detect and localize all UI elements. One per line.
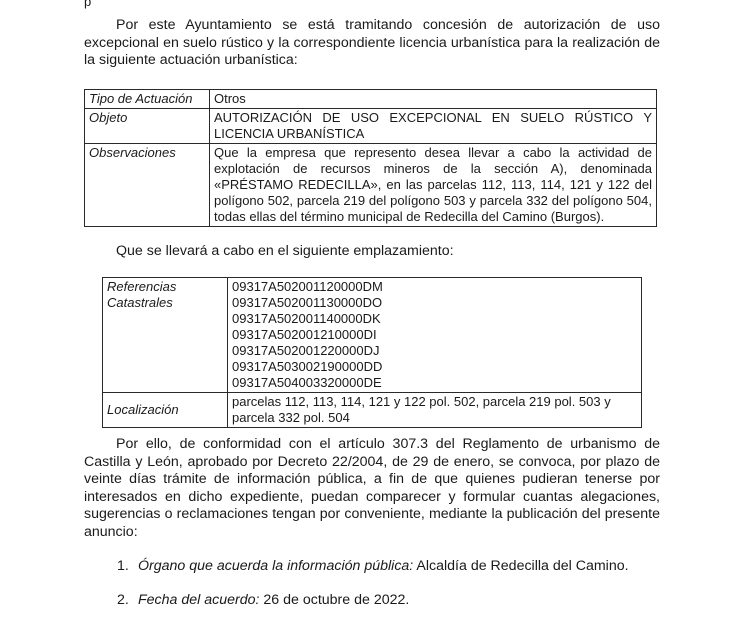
list-number: 2. [117, 592, 129, 608]
table-row [103, 278, 642, 393]
list-item [117, 592, 409, 610]
row-label: Observaciones [85, 144, 210, 227]
location-label: Localización [103, 393, 228, 428]
cadastral-refs [228, 278, 642, 393]
cadastral-ref: 09317A503002190000DD [232, 359, 383, 374]
list-label: Órgano que acuerda la información pública: [138, 558, 414, 574]
table-row [85, 144, 657, 227]
cadastral-label: Referencias Catastrales [103, 278, 228, 393]
location-table [102, 277, 642, 428]
location-intro: Que se llevará a cabo en el siguiente emplazamiento: [116, 243, 454, 259]
page-top-fragment: p [84, 0, 92, 9]
intro-paragraph: Por este Ayuntamiento se está tramitando concesión de autorización de uso excepcional en suelo rústico y la correspondiente licencia urbanística para la realización de la siguiente actuación urbanística: [84, 17, 660, 68]
table-row [85, 90, 657, 109]
table-row [103, 393, 642, 428]
list-item [117, 558, 629, 576]
table-row [85, 109, 657, 144]
cadastral-ref: 09317A502001140000DK [232, 311, 381, 326]
cadastral-ref: 09317A502001220000DJ [232, 343, 380, 358]
row-value: Otros [210, 90, 657, 109]
list-number: 1. [117, 558, 129, 574]
list-label: Fecha del acuerdo: [138, 592, 260, 608]
cadastral-ref: 09317A502001120000DM [232, 279, 383, 294]
row-value: Que la empresa que represento desea llevar a cabo la actividad de explotación de recursos mineros de la sección A), denominada «PRÉSTAMO REDECILLA», en las parcelas 112, 113, 114, 121 y 122 del polígono 502, parcela 219 del polígono 503 y parcela 332 del polígono 504, todas ellas del término municipal de Redecilla del Camino (Burgos). [210, 144, 657, 227]
list-value: 26 de octubre de 2022. [259, 592, 410, 608]
row-value: AUTORIZACIÓN DE USO EXCEPCIONAL EN SUELO RÚSTICO Y LICENCIA URBANÍSTICA [210, 109, 657, 144]
list-value: Alcaldía de Redecilla del Camino. [413, 558, 629, 574]
actuation-table [84, 89, 657, 227]
cadastral-ref: 09317A504003320000DE [232, 375, 382, 390]
location-value: parcelas 112, 113, 114, 121 y 122 pol. 502, parcela 219 pol. 503 y parcela 332 pol. 504 [228, 393, 642, 428]
cadastral-ref: 09317A502001210000DI [232, 327, 377, 342]
row-label: Objeto [85, 109, 210, 144]
cadastral-ref: 09317A502001130000DO [232, 295, 383, 310]
row-label: Tipo de Actuación [85, 90, 210, 109]
convocation-paragraph: Por ello, de conformidad con el artículo 307.3 del Reglamento de urbanismo de Castilla y León, aprobado por Decreto 22/2004, de 29 de enero, se convoca, por plazo de veinte días trámite de información pública, a fin de que quienes pudieran tenerse por interesados en dicho expediente, puedan comparecer y formular cuantas alegaciones, sugerencias o reclamaciones tengan por conveniente, mediante la publicación del presente anuncio: [84, 436, 660, 540]
